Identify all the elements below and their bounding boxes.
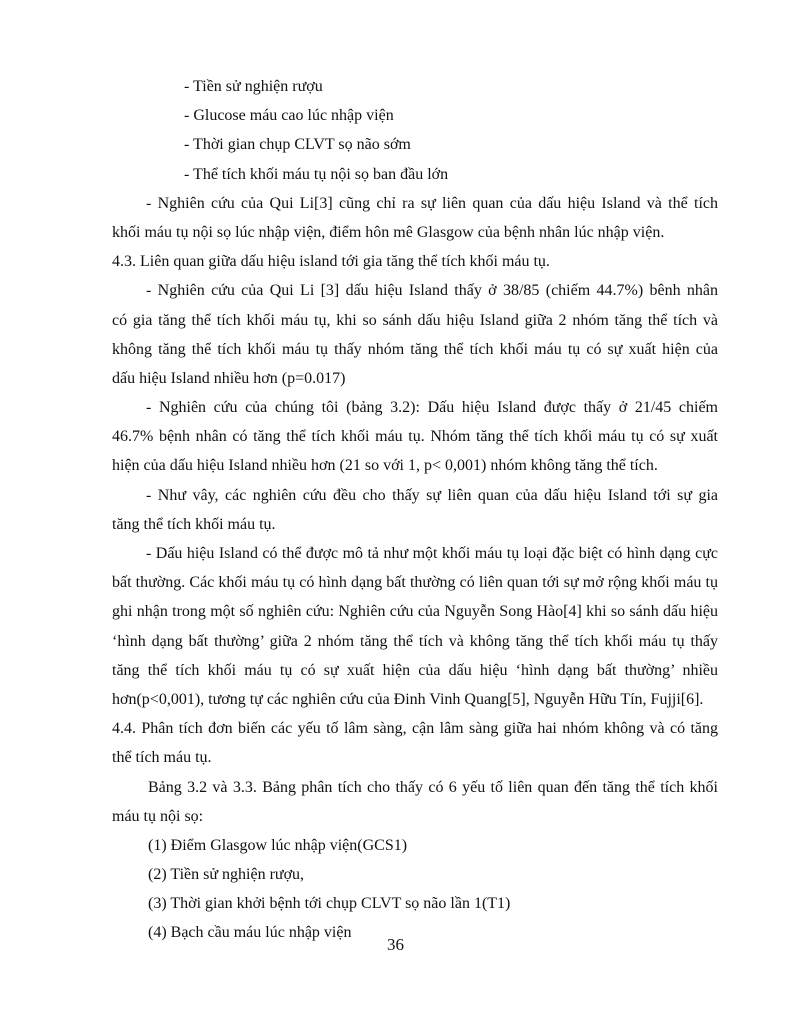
text-line: (2) Tiền sử nghiện rượu, — [148, 866, 305, 884]
text-line: (1) Điểm Glasgow lúc nhập viện(GCS1) — [148, 836, 408, 854]
text-line: 46.7% bệnh nhân có tăng thể tích khối máu tụ. Nhóm tăng thể tích khối máu tụ có sự xuất — [112, 428, 718, 446]
text-line: - Thể tích khối máu tụ nội sọ ban đầu lớn — [184, 165, 449, 183]
text-line: - Nghiên cứu của Qui Li[3] cũng chỉ ra sự liên quan của dấu hiệu Island và thể tích — [146, 194, 718, 212]
text-line: - Tiền sử nghiện rượu — [184, 78, 323, 95]
text-line: (3) Thời gian khởi bệnh tới chụp CLVT sọ não lần 1(T1) — [148, 895, 511, 913]
text-line: hiện của dấu hiệu Island nhiều hơn (21 so với 1, p< 0,001) nhóm không tăng thể tích. — [112, 457, 658, 475]
text-line: 4.4. Phân tích đơn biến các yếu tố lâm sàng, cận lâm sàng giữa hai nhóm không và có tăng — [112, 720, 718, 738]
text-line: - Dấu hiệu Island có thể được mô tả như một khối máu tụ loại đặc biệt có hình dạng cực — [146, 545, 718, 562]
page-number: 36 — [387, 935, 404, 954]
text-line: Bảng 3.2 và 3.3. Bảng phân tích cho thấy có 6 yếu tố liên quan đến tăng thể tích khối — [148, 778, 718, 796]
text-line: ‘hình dạng bất thường’ giữa 2 nhóm tăng thể tích và không tăng thể tích khối máu tụ thấy — [112, 632, 718, 650]
text-line: khối máu tụ nội sọ lúc nhập viện, điểm hôn mê Glasgow của bệnh nhân lúc nhập viện. — [112, 223, 665, 241]
text-line: tăng thể tích khối máu tụ có sự xuất hiện của dấu hiệu ‘hình dạng bất thường’ nhiều — [112, 661, 718, 679]
text-line: - Như vây, các nghiên cứu đều cho thấy sự liên quan của dấu hiệu Island tới sự gia — [146, 486, 718, 504]
text-line: - Glucose máu cao lúc nhập viện — [184, 107, 394, 125]
text-line: hơn(p<0,001), tương tự các nghiên cứu của Đinh Vinh Quang[5], Nguyễn Hữu Tín, Fujji[6]. — [112, 690, 704, 708]
text-line: - Nghiên cứu của Qui Li [3] dấu hiệu Island thấy ở 38/85 (chiếm 44.7%) bênh nhân — [146, 282, 718, 300]
text-line: ghi nhận trong một số nghiên cứu: Nghiên cứu của Nguyễn Song Hào[4] khi so sánh dấu hiệu — [112, 603, 718, 621]
text-line: 4.3. Liên quan giữa dấu hiệu island tới gia tăng thể tích khối máu tụ. — [112, 253, 550, 271]
body-text — [112, 72, 718, 948]
text-line: có gia tăng thể tích khối máu tụ, khi so sánh dấu hiệu Island giữa 2 nhóm tăng thể tích và — [112, 311, 718, 329]
text-line: dấu hiệu Island nhiều hơn (p=0.017) — [112, 369, 346, 387]
text-line: (4) Bạch cầu máu lúc nhập viện — [148, 924, 352, 942]
text-line: - Thời gian chụp CLVT sọ não sớm — [184, 136, 411, 154]
text-line: máu tụ nội sọ: — [112, 807, 204, 825]
text-line: thể tích máu tụ. — [112, 749, 212, 767]
text-line: bất thường. Các khối máu tụ có hình dạng bất thường có liên quan tới sự mở rộng khối máu tụ — [112, 574, 718, 592]
text-line: - Nghiên cứu của chúng tôi (bảng 3.2): Dấu hiệu Island được thấy ở 21/45 chiếm — [146, 399, 718, 417]
text-line: tăng thể tích khối máu tụ. — [112, 515, 276, 533]
text-line: không tăng thể tích khối máu tụ thấy nhóm tăng thể tích khối máu tụ có sự xuất hiện của — [112, 340, 718, 358]
